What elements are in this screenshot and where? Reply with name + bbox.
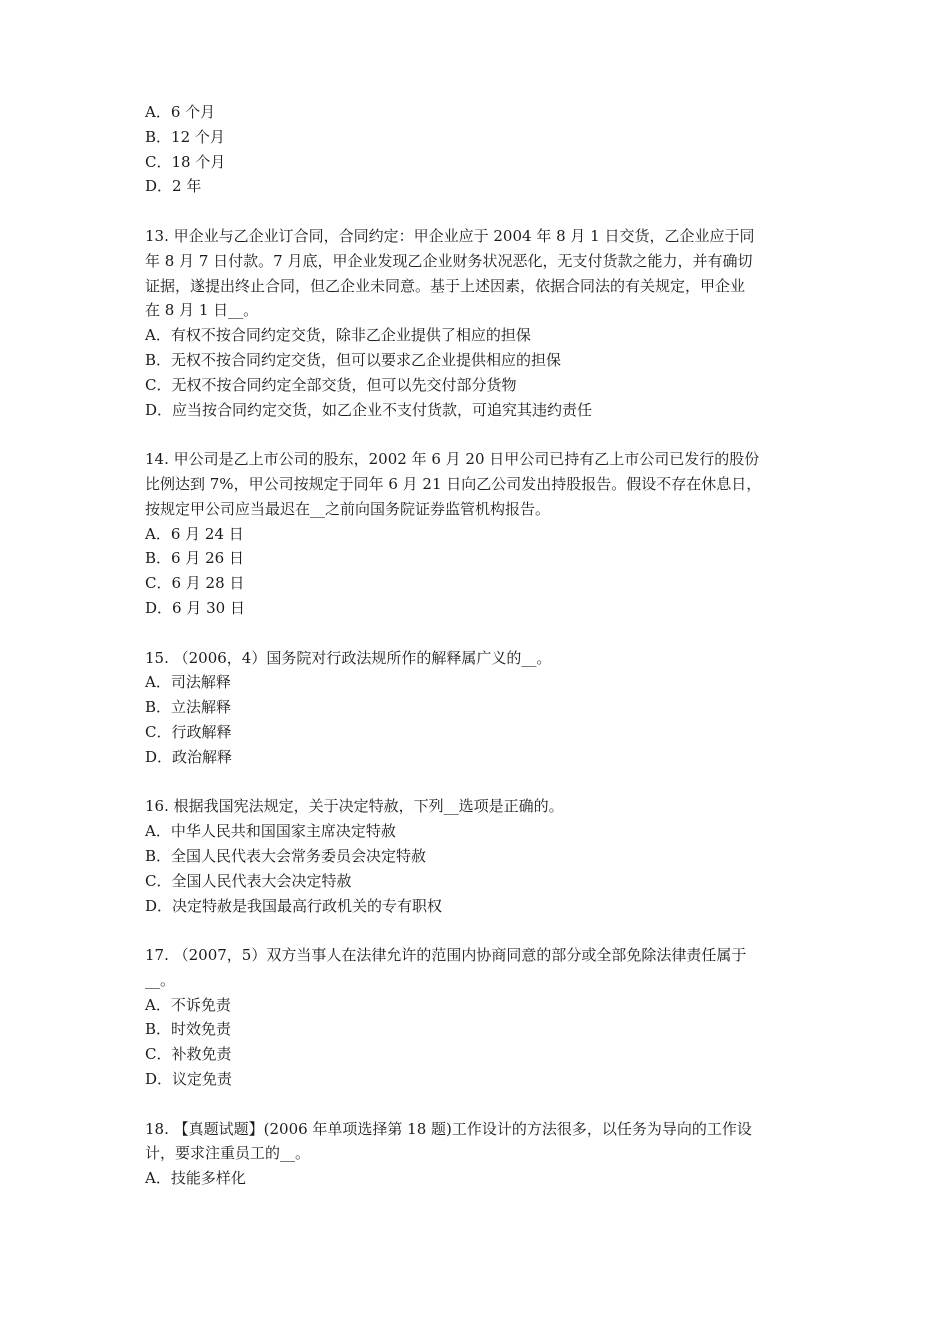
spacer [145,199,825,224]
spacer [145,422,825,447]
option-c: C．行政解释 [145,722,232,741]
question-stem-line: 14. 甲公司是乙上市公司的股东，2002 年 6 月 20 日甲公司已持有乙上市公司已发行的股份 [145,450,760,469]
question-15 [145,646,825,770]
question-stem-line: 在 8 月 1 日__。 [145,301,259,320]
question-stem-line: 计，要求注重员工的__。 [145,1144,311,1163]
option-a: A．有权不按合同约定交货，除非乙企业提供了相应的担保 [145,326,531,345]
spacer [145,1092,825,1117]
option-b: B．无权不按合同约定交货，但可以要求乙企业提供相应的担保 [145,350,562,369]
option-b: B．12 个月 [145,127,225,146]
question-12-options [145,100,825,199]
option-a: A．6 个月 [145,103,216,121]
question-14 [145,447,825,621]
option-b: B．立法解释 [145,698,232,717]
option-a: A．不诉免责 [145,995,231,1014]
option-d: D．决定特赦是我国最高行政机关的专有职权 [145,896,443,915]
option-a: A．技能多样化 [145,1169,246,1188]
question-stem-line: 17. （2007，5）双方当事人在法律允许的范围内协商同意的部分或全部免除法律责任属于 [145,946,747,965]
option-a: A．中华人民共和国国家主席决定特赦 [145,822,396,841]
option-b: B．全国人民代表大会常务委员会决定特赦 [145,846,427,865]
option-d: D．2 年 [145,177,202,196]
spacer [145,621,825,646]
question-13 [145,224,825,422]
option-b: B．6 月 26 日 [145,549,244,568]
option-b: B．时效免责 [145,1020,232,1039]
option-d: D．政治解释 [145,747,233,766]
question-stem-line: 按规定甲公司应当最迟在__之前向国务院证券监管机构报告。 [145,499,551,518]
question-17 [145,943,825,1092]
question-stem-line: 15. （2006，4）国务院对行政法规所作的解释属广义的__。 [145,648,552,667]
spacer [145,770,825,795]
option-a: A．司法解释 [145,673,231,692]
option-d: D．6 月 30 日 [145,598,245,617]
question-stem-line: 年 8 月 7 日付款。7 月底，甲企业发现乙企业财务状况恶化，无支付货款之能力，并有确切 [145,251,753,270]
option-c: C．补救免责 [145,1045,232,1064]
option-c: C．18 个月 [145,152,226,171]
option-c: C．无权不按合同约定全部交货，但可以先交付部分货物 [145,375,517,394]
question-stem-line: 16. 根据我国宪法规定，关于决定特赦，下列__选项是正确的。 [145,797,564,816]
option-c: C．全国人民代表大会决定特赦 [145,871,352,890]
question-stem-line: 比例达到 7%，甲公司按规定于同年 6 月 21 日向乙公司发出持股报告。假设不存在休息日， [145,474,762,493]
question-stem-line: 证据，遂提出终止合同，但乙企业未同意。基于上述因素，依据合同法的有关规定，甲企业 [145,276,746,295]
question-stem-line: 18. 【真题试题】(2006 年单项选择第 18 题)工作设计的方法很多，以任务为导向的工作设 [145,1119,752,1138]
option-d: D．议定免责 [145,1070,233,1089]
option-d: D．应当按合同约定交货，如乙企业不支付货款，可追究其违约责任 [145,400,593,419]
document-page [145,100,825,1191]
spacer [145,918,825,943]
question-stem-line: __。 [145,970,176,989]
option-a: A．6 月 24 日 [145,524,244,543]
question-16 [145,794,825,918]
question-18 [145,1117,825,1191]
option-c: C．6 月 28 日 [145,574,245,593]
question-stem-line: 13. 甲企业与乙企业订合同，合同约定：甲企业应于 2004 年 8 月 1 日交货，乙企业应于同 [145,226,755,245]
